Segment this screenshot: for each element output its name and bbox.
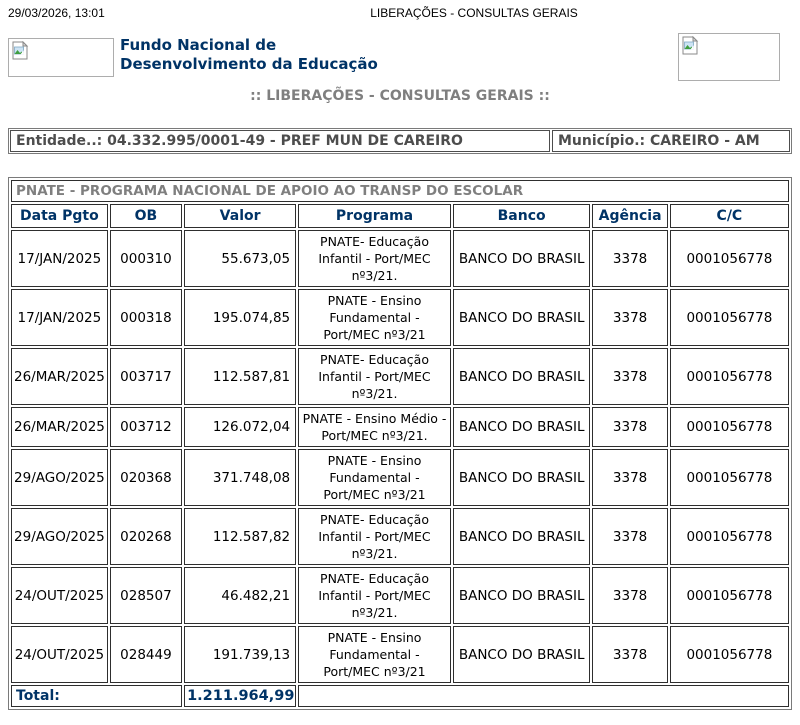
cell-cc: 0001056778 — [670, 626, 789, 683]
cell-agencia: 3378 — [592, 508, 667, 565]
liberacoes-table — [8, 177, 792, 710]
cell-ob: 020268 — [110, 508, 182, 565]
cell-banco: BANCO DO BRASIL — [453, 289, 591, 346]
cell-data-pgto: 26/MAR/2025 — [11, 407, 108, 447]
cell-ob: 003717 — [110, 348, 182, 405]
cell-data-pgto: 29/AGO/2025 — [11, 449, 108, 506]
cell-banco: BANCO DO BRASIL — [453, 508, 591, 565]
cell-banco: BANCO DO BRASIL — [453, 567, 591, 624]
print-datetime: 29/03/2026, 13:01 — [8, 6, 105, 20]
cell-data-pgto: 24/OUT/2025 — [11, 626, 108, 683]
org-name-line2: Desenvolvimento da Educação — [120, 55, 378, 73]
total-empty-cell — [298, 685, 789, 707]
cell-programa: PNATE- Educação Infantil - Port/MEC nº3/21. — [298, 348, 451, 405]
cell-banco: BANCO DO BRASIL — [453, 449, 591, 506]
table-row — [11, 348, 789, 405]
col-header-programa: Programa — [298, 204, 451, 228]
entity-bar — [8, 128, 792, 154]
table-row — [11, 289, 789, 346]
secondary-logo-placeholder — [678, 33, 780, 81]
cell-programa: PNATE - Ensino Fundamental - Port/MEC nº3/21 — [298, 449, 451, 506]
cell-banco: BANCO DO BRASIL — [453, 230, 591, 287]
cell-agencia: 3378 — [592, 407, 667, 447]
table-row — [11, 449, 789, 506]
broken-image-icon — [681, 36, 700, 55]
col-header-valor: Valor — [184, 204, 296, 228]
org-name — [120, 36, 378, 74]
cell-programa: PNATE- Educação Infantil - Port/MEC nº3/21. — [298, 567, 451, 624]
cell-cc: 0001056778 — [670, 508, 789, 565]
total-label: Total: — [11, 685, 182, 707]
cell-banco: BANCO DO BRASIL — [453, 348, 591, 405]
cell-programa: PNATE - Ensino Fundamental - Port/MEC nº3/21 — [298, 626, 451, 683]
cell-data-pgto: 17/JAN/2025 — [11, 230, 108, 287]
cell-programa: PNATE - Ensino Fundamental - Port/MEC nº3/21 — [298, 289, 451, 346]
total-value: 1.211.964,99 — [184, 685, 296, 707]
cell-data-pgto: 29/AGO/2025 — [11, 508, 108, 565]
org-name-line1: Fundo Nacional de — [120, 36, 277, 54]
cell-valor: 371.748,08 — [184, 449, 296, 506]
cell-cc: 0001056778 — [670, 567, 789, 624]
col-header-ob: OB — [110, 204, 182, 228]
col-header-banco: Banco — [453, 204, 591, 228]
municipality-field: Município.: CAREIRO - AM — [552, 130, 790, 152]
table-row — [11, 230, 789, 287]
col-header-data-pgto: Data Pgto — [11, 204, 108, 228]
cell-data-pgto: 26/MAR/2025 — [11, 348, 108, 405]
cell-cc: 0001056778 — [670, 348, 789, 405]
cell-agencia: 3378 — [592, 348, 667, 405]
entity-field: Entidade..: 04.332.995/0001-49 - PREF MUN DE CAREIRO — [10, 130, 550, 152]
cell-programa: PNATE- Educação Infantil - Port/MEC nº3/21. — [298, 230, 451, 287]
cell-valor: 191.739,13 — [184, 626, 296, 683]
table-row — [11, 567, 789, 624]
table-body — [11, 230, 789, 683]
cell-ob: 003712 — [110, 407, 182, 447]
cell-valor: 126.072,04 — [184, 407, 296, 447]
cell-programa: PNATE- Educação Infantil - Port/MEC nº3/21. — [298, 508, 451, 565]
table-row — [11, 508, 789, 565]
cell-data-pgto: 17/JAN/2025 — [11, 289, 108, 346]
cell-agencia: 3378 — [592, 230, 667, 287]
cell-valor: 195.074,85 — [184, 289, 296, 346]
fnde-logo-placeholder — [8, 38, 114, 77]
cell-agencia: 3378 — [592, 567, 667, 624]
total-row — [11, 685, 789, 707]
table-title: PNATE - PROGRAMA NACIONAL DE APOIO AO TRANSP DO ESCOLAR — [11, 180, 789, 202]
cell-valor: 112.587,82 — [184, 508, 296, 565]
cell-cc: 0001056778 — [670, 230, 789, 287]
cell-ob: 000310 — [110, 230, 182, 287]
cell-agencia: 3378 — [592, 289, 667, 346]
cell-valor: 112.587,81 — [184, 348, 296, 405]
cell-ob: 028449 — [110, 626, 182, 683]
cell-agencia: 3378 — [592, 626, 667, 683]
cell-cc: 0001056778 — [670, 449, 789, 506]
table-row — [11, 407, 789, 447]
col-header-agencia: Agência — [592, 204, 667, 228]
section-subtitle: :: LIBERAÇÕES - CONSULTAS GERAIS :: — [250, 88, 550, 104]
cell-valor: 46.482,21 — [184, 567, 296, 624]
col-header-cc: C/C — [670, 204, 789, 228]
broken-image-icon — [11, 41, 30, 60]
cell-banco: BANCO DO BRASIL — [453, 407, 591, 447]
cell-valor: 55.673,05 — [184, 230, 296, 287]
cell-ob: 000318 — [110, 289, 182, 346]
table-row — [11, 626, 789, 683]
cell-agencia: 3378 — [592, 449, 667, 506]
cell-data-pgto: 24/OUT/2025 — [11, 567, 108, 624]
cell-cc: 0001056778 — [670, 407, 789, 447]
cell-ob: 020368 — [110, 449, 182, 506]
cell-programa: PNATE - Ensino Médio - Port/MEC nº3/21. — [298, 407, 451, 447]
cell-ob: 028507 — [110, 567, 182, 624]
cell-banco: BANCO DO BRASIL — [453, 626, 591, 683]
table-header-row — [11, 204, 789, 228]
cell-cc: 0001056778 — [670, 289, 789, 346]
print-page-title: LIBERAÇÕES - CONSULTAS GERAIS — [370, 6, 578, 20]
table-title-row — [11, 180, 789, 202]
